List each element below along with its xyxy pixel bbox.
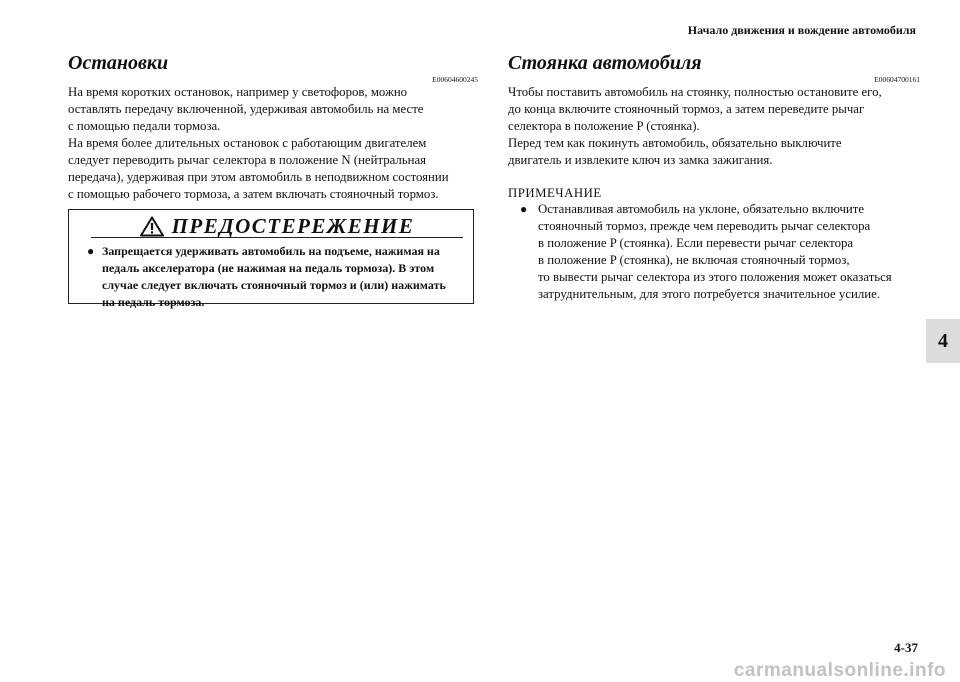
text-line: Перед тем как покинуть автомобиль, обязательно выключите: [508, 136, 842, 150]
text-line: оставлять передачу включенной, удерживая автомобиль на месте: [68, 102, 424, 116]
note-label: ПРИМЕЧАНИЕ: [508, 186, 602, 200]
text-line: селектора в положение P (стоянка).: [508, 119, 700, 133]
text-line: затруднительным, для этого потребуется значительное усилие.: [538, 287, 880, 301]
text-line: с помощью педали тормоза.: [68, 119, 221, 133]
warning-header: [91, 215, 463, 238]
text-line: Запрещается удерживать автомобиль на подъеме, нажимая на: [102, 244, 440, 258]
text-line: до конца включите стояночный тормоз, а затем переведите рычаг: [508, 102, 865, 116]
text-line: двигатель и извлеките ключ из замка зажигания.: [508, 153, 773, 167]
text-line: педаль акселератора (не нажимая на педаль тормоза). В этом: [102, 261, 435, 275]
page-header-title: Начало движения и вождение автомобиля: [687, 23, 916, 37]
warning-item: [87, 243, 465, 311]
text-line: с помощью рабочего тормоза, а затем включать стояночный тормоз.: [68, 187, 439, 201]
text-line: случае следует включать стояночный тормоз и (или) нажимать: [102, 278, 446, 292]
text-line: Чтобы поставить автомобиль на стоянку, полностью остановите его,: [508, 85, 882, 99]
chapter-tab: 4: [926, 319, 960, 363]
bullet: ●: [87, 244, 95, 258]
watermark: carmanualsonline.info: [733, 660, 946, 681]
paragraph: [508, 135, 920, 169]
paragraph: [68, 135, 478, 203]
warning-box: [68, 209, 474, 309]
bullet: ●: [520, 202, 528, 216]
text-line: в положение P (стоянка). Если перевести рычаг селектора: [538, 236, 854, 250]
text-line: следует переводить рычаг селектора в положение N (нейтральная: [68, 153, 427, 167]
page-number: 4-37: [894, 640, 918, 655]
warning-triangle-icon: [140, 216, 164, 237]
section-code: E00604600245: [432, 75, 478, 84]
paragraph: [68, 84, 478, 135]
text-line: передача), удерживая при этом автомобиль в неподвижном состоянии: [68, 170, 449, 184]
paragraph: [508, 84, 920, 135]
note-item: [520, 201, 920, 303]
text-line: стояночный тормоз, прежде чем переводить рычаг селектора: [538, 219, 871, 233]
left-column: [68, 52, 478, 203]
section-title-stops: Остановки: [68, 52, 169, 74]
warning-title: ПРЕДОСТЕРЕЖЕНИЕ: [171, 214, 415, 238]
text-line: на педаль тормоза.: [102, 295, 205, 309]
text-line: в положение P (стоянка), не включая стояночный тормоз,: [538, 253, 850, 267]
text-line: На время более длительных остановок с работающим двигателем: [68, 136, 427, 150]
section-code: E00604700161: [874, 75, 920, 84]
right-column: [508, 52, 920, 303]
text-line: то вывести рычаг селектора из этого положения может оказаться: [538, 270, 892, 284]
section-title-parking: Стоянка автомобиля: [508, 52, 702, 74]
text-line: Останавливая автомобиль на уклоне, обязательно включите: [538, 202, 865, 216]
text-line: На время коротких остановок, например у светофоров, можно: [68, 85, 408, 99]
